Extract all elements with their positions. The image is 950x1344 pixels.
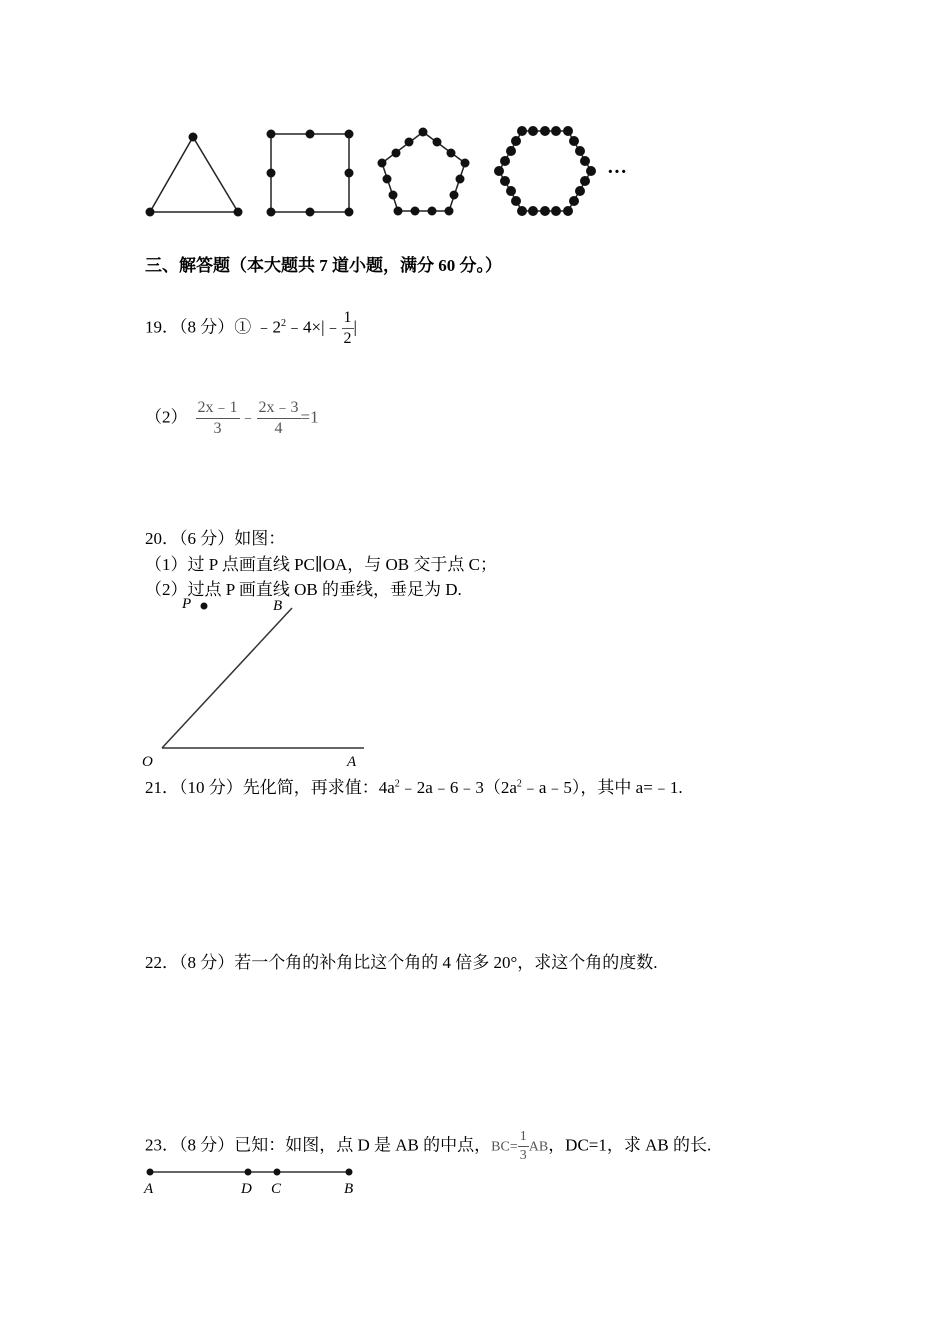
q21-suffix: ﹣a﹣5），其中 a=﹣1.: [521, 778, 683, 797]
q19-points: （8 分）: [179, 317, 235, 337]
q19-fraction: [342, 310, 354, 347]
triangle-dots: [150, 137, 238, 212]
angle-figure: [138, 594, 378, 774]
question-23: [145, 1130, 711, 1163]
square-dots: [271, 134, 349, 212]
label-d: D: [241, 1181, 252, 1197]
label-c: C: [271, 1181, 282, 1197]
q19-part2-minus: ﹣: [239, 407, 257, 427]
point-c: [274, 1169, 281, 1176]
label-a: A: [144, 1181, 154, 1197]
label-b: B: [344, 1181, 354, 1197]
q19-number: 19．: [145, 317, 179, 337]
q19-part2-frac2-den: 4: [274, 420, 283, 437]
q23-bc-label: BC=: [491, 1139, 518, 1155]
q21-exp1: 2: [394, 778, 400, 790]
q21-exp2: 2: [516, 778, 522, 790]
segment-figure: [138, 1162, 368, 1202]
ray-ob: [162, 608, 292, 748]
q19-exponent: 2: [281, 317, 286, 329]
q19-part2-fraction-2: [257, 400, 301, 437]
q23-frac-den: 3: [519, 1148, 527, 1163]
q19-part2-frac2-num: 2x﹣3: [257, 400, 301, 419]
question-20-title: 20．（6 分）如图：: [145, 529, 286, 548]
q23-prefix: 23．（8 分）已知：如图，点 D 是 AB 的中点，: [145, 1135, 492, 1155]
q23-suffix: ，DC=1，求 AB 的长.: [548, 1135, 712, 1155]
q19-part2-frac1-num: 2x﹣1: [196, 400, 240, 419]
label-a: A: [347, 754, 357, 770]
question-22: 22．（8 分）若一个角的补角比这个角的 4 倍多 20°，求这个角的度数.: [145, 953, 658, 972]
ellipsis: ···: [607, 161, 628, 183]
question-20-part2: （2）过点 P 画直线 OB 的垂线，垂足为 D.: [145, 580, 462, 599]
label-p: P: [182, 596, 192, 612]
label-b: B: [273, 598, 283, 614]
q21-prefix: 21．（10 分）先化简，再求值：4a: [145, 778, 395, 797]
point-p: [201, 603, 208, 610]
q23-frac-num: 1: [518, 1130, 529, 1147]
q19-part1-prefix: ① ﹣2: [234, 317, 281, 337]
question-19-part2: [145, 400, 319, 437]
section-heading: 三、解答题（本大题共 7 道小题，满分 60 分。）: [145, 256, 502, 275]
q19-frac-num: 1: [342, 310, 354, 329]
point-d: [245, 1169, 252, 1176]
q21-mid: ﹣2a﹣6﹣3（2a: [399, 778, 517, 797]
q23-fraction: [518, 1130, 529, 1163]
q19-frac-den: 2: [343, 330, 352, 347]
q19-part1-end: |: [353, 317, 357, 337]
question-20-part1: （1）过 P 点画直线 PC∥OA，与 OB 交于点 C；: [145, 555, 497, 574]
q19-part2-fraction-1: [196, 400, 240, 437]
polygon-dots-figure: [140, 120, 640, 225]
q19-part2-eq: =1: [300, 407, 319, 427]
question-21: [145, 773, 683, 798]
q19-part2-label: （2）: [145, 407, 188, 427]
label-o: O: [142, 754, 153, 770]
point-a: [147, 1169, 154, 1176]
q23-ab-label: AB: [528, 1139, 549, 1155]
question-19-part1: [145, 310, 357, 347]
q19-part2-frac1-den: 3: [213, 420, 222, 437]
point-b: [346, 1169, 353, 1176]
q19-part1-mid: ﹣4×|﹣: [286, 317, 342, 337]
